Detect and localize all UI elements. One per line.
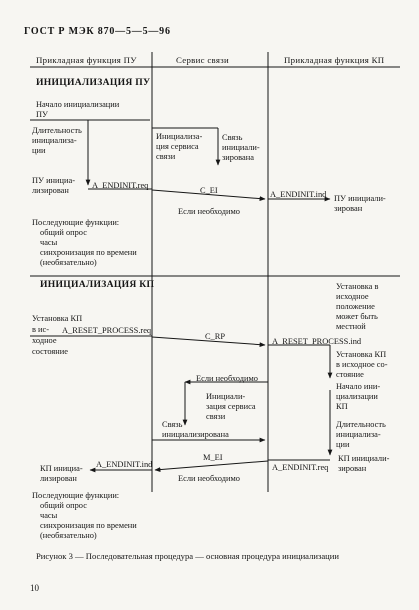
next-functions-2-3: синхронизация по времени [40, 521, 137, 530]
message-m-ei: M_EI [203, 453, 223, 462]
service-init-kp-3: связи [206, 412, 226, 421]
column-header-service: Сервис связи [176, 55, 230, 65]
start-init-kp-3: КП [336, 402, 348, 411]
pu-init-right-2: зирован [334, 204, 363, 213]
service-init-kp-2: зация сервиса [206, 402, 256, 411]
start-init-kp-2: циализации [336, 392, 378, 401]
kp-setup-right-4: может быть [336, 312, 378, 321]
column-header-pu: Прикладная функция ПУ [36, 55, 137, 65]
pu-init-right-1: ПУ инициали- [334, 194, 386, 203]
duration-kp-1: Длительность [336, 420, 386, 429]
if-needed-bottom: Если необходимо [178, 474, 240, 483]
kp-setup-right-5: местной [336, 322, 366, 331]
primitive-ind-2: A_RESET_PROCESS.ind [272, 337, 362, 346]
service-init-3: связи [156, 152, 176, 161]
kp-init-left-1: КП инициа- [40, 464, 83, 473]
kp-setup-right-2: исходное [336, 292, 369, 301]
section1-title: ИНИЦИАЛИЗАЦИЯ ПУ [36, 77, 151, 88]
next-functions-1-4: (необязательно) [40, 258, 97, 267]
primitive-req-1: A_ENDINIT.req [92, 181, 149, 190]
page-header: ГОСТ Р МЭК 870—5—5—96 [24, 26, 171, 37]
message-c-rp: C_RP [205, 332, 226, 341]
primitive-ind-3: A_ENDINIT.ind [96, 460, 153, 469]
kp-setup-right-1: Установка в [336, 282, 379, 291]
kp-setup-right-3: положение [336, 302, 375, 311]
kp-setup-left-1: Установка КП [32, 314, 83, 323]
kp-setup-left-2: в ис- [32, 325, 50, 334]
start-init-kp-1: Начало ини- [336, 382, 381, 391]
link-init-1: Связь [222, 133, 243, 142]
duration-kp-3: ции [336, 440, 350, 449]
start-init-2: ПУ [36, 110, 48, 119]
primitive-ind-1: A_ENDINIT.ind [270, 190, 327, 199]
service-init-1: Инициализа- [156, 132, 203, 141]
kp-init-right-2: зирован [338, 464, 367, 473]
if-needed-1: Если необходимо [178, 207, 240, 216]
link-init-kp-2: инициализирована [162, 430, 229, 439]
kp-setup-left-3: ходное [32, 336, 57, 345]
primitive-req-2: A_RESET_PROCESS.req [62, 326, 152, 335]
kp-setup-ind-2: в исходное со- [336, 360, 388, 369]
kp-init-left-2: лизирован [40, 474, 77, 483]
next-functions-1-2: часы [40, 238, 58, 247]
service-init-kp-1: Инициали- [206, 392, 246, 401]
kp-setup-ind-3: стояние [336, 370, 364, 379]
section2-title: ИНИЦИАЛИЗАЦИЯ КП [40, 279, 155, 290]
if-needed-top: Если необходимо [196, 374, 258, 383]
next-functions-2-2: часы [40, 511, 58, 520]
next-functions-2-4: (необязательно) [40, 531, 97, 540]
pu-init-2: лизирован [32, 186, 69, 195]
kp-setup-ind-1: Установка КП [336, 350, 387, 359]
service-init-2: ция сервиса [156, 142, 199, 151]
next-functions-2-1: общий опрос [40, 501, 87, 510]
duration-2: инициализа- [32, 136, 77, 145]
kp-init-right-1: КП инициали- [338, 454, 390, 463]
kp-setup-left-4: состояние [32, 347, 68, 356]
duration-1: Длительность [32, 126, 82, 135]
link-init-kp-1: Связь [162, 420, 183, 429]
column-header-kp: Прикладная функция КП [284, 55, 385, 65]
next-functions-1-0: Последующие функции: [32, 218, 120, 227]
duration-kp-2: инициализа- [336, 430, 381, 439]
next-functions-1-1: общий опрос [40, 228, 87, 237]
link-init-3: зирована [222, 153, 254, 162]
duration-3: ции [32, 146, 46, 155]
primitive-req-3: A_ENDINIT.req [272, 463, 329, 472]
message-c-ei: C_EI [200, 186, 218, 195]
next-functions-2-0: Последующие функции: [32, 491, 120, 500]
page-number: 10 [30, 583, 39, 593]
next-functions-1-3: синхронизация по времени [40, 248, 137, 257]
pu-init-1: ПУ инициа- [32, 176, 75, 185]
link-init-2: инициали- [222, 143, 260, 152]
figure-caption: Рисунок 3 — Последовательная процедура — основная процедура инициализации [36, 551, 339, 561]
start-init-1: Начало инициализации [36, 100, 120, 109]
